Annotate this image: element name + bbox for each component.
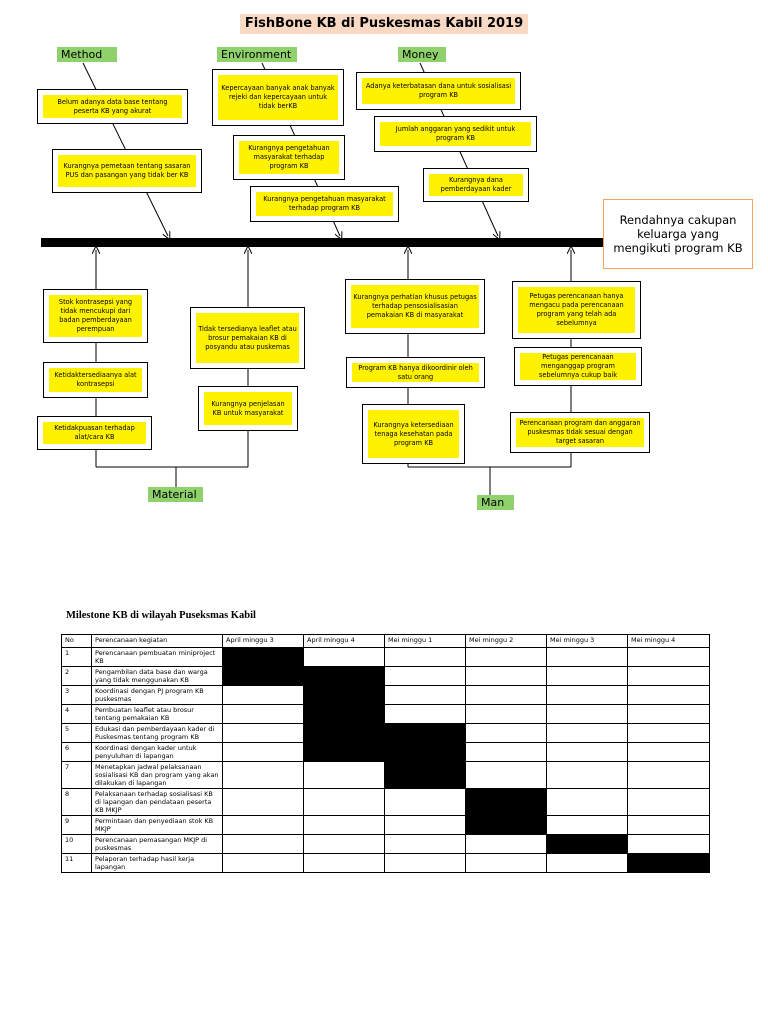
gantt-cell-empty	[385, 854, 466, 873]
gantt-cell-empty	[223, 686, 304, 705]
cause-text: Kepercayaan banyak anak banyak rejeki dan kepercayaan untuk tidak berKB	[218, 75, 338, 120]
cause-box	[250, 186, 399, 222]
cause-text: Belum adanya data base tentang peserta KB yang akurat	[43, 95, 182, 118]
cause-box	[356, 72, 521, 110]
cause-box	[374, 116, 537, 152]
gantt-cell-active	[628, 854, 710, 873]
header-cell: April minggu 3	[223, 635, 304, 648]
gantt-cell-empty	[466, 762, 547, 789]
cause-text: Ketidaktersediaanya alat kontrasepsi	[49, 368, 142, 392]
cause-text: Kurangnya perhatian khusus petugas terhadap pensosialisasian pemakaian KB di masyarakat	[351, 285, 479, 328]
cause-text: Kurangnya dana pemberdayaan kader	[429, 174, 523, 196]
gantt-cell-active	[385, 762, 466, 789]
gantt-cell-empty	[385, 789, 466, 816]
category-environment: Environment	[217, 47, 297, 62]
gantt-cell-empty	[547, 816, 628, 835]
table-row	[62, 648, 710, 667]
table-row	[62, 854, 710, 873]
gantt-cell-empty	[223, 705, 304, 724]
cause-text: Kurangnya pengetahuan masyarakat terhadap program KB	[239, 141, 339, 174]
gantt-cell-empty	[547, 789, 628, 816]
cause-box	[37, 89, 188, 124]
row-number: 5	[62, 724, 92, 743]
row-number: 2	[62, 667, 92, 686]
gantt-cell-empty	[223, 762, 304, 789]
gantt-cell-empty	[547, 667, 628, 686]
gantt-cell-empty	[466, 743, 547, 762]
table-row	[62, 686, 710, 705]
activity-cell: Koordinasi dengan kader untuk penyuluhan di lapangan	[92, 743, 223, 762]
table-row	[62, 789, 710, 816]
header-cell: Mei minggu 4	[628, 635, 710, 648]
activity-cell: Pembuatan leaflet atau brosur tentang pemakaian KB	[92, 705, 223, 724]
table-row	[62, 667, 710, 686]
cause-text: Kurangnya pengetahuan masyarakat terhadap program KB	[256, 192, 393, 216]
cause-box	[362, 404, 465, 464]
table-row	[62, 816, 710, 835]
header-cell: Mei minggu 2	[466, 635, 547, 648]
gantt-cell-active	[304, 743, 385, 762]
gantt-cell-empty	[628, 648, 710, 667]
cause-text: Stok kontrasepsi yang tidak mencukupi dari badan pemberdayaan perempuan	[49, 295, 142, 337]
gantt-cell-empty	[547, 743, 628, 762]
table-row	[62, 762, 710, 789]
gantt-cell-empty	[385, 667, 466, 686]
table-header-row	[62, 635, 710, 648]
cause-text: Petugas perencanaan menganggap program sebelumnya cukup baik	[520, 353, 636, 380]
category-material: Material	[148, 487, 203, 502]
gantt-cell-empty	[628, 705, 710, 724]
gantt-cell-empty	[385, 705, 466, 724]
milestone-table	[61, 634, 710, 873]
activity-cell: Edukasi dan pemberdayaan kader di Puskesmas tentang program KB	[92, 724, 223, 743]
gantt-cell-empty	[628, 667, 710, 686]
gantt-cell-empty	[304, 762, 385, 789]
diagram-title: FishBone KB di Puskesmas Kabil 2019	[240, 14, 528, 34]
cause-box	[423, 168, 529, 202]
cause-text: Kurangnya ketersediaan tenaga kesehatan pada program KB	[368, 410, 459, 458]
gantt-cell-empty	[466, 724, 547, 743]
gantt-cell-empty	[547, 724, 628, 743]
cause-text: Kurangnya pemetaan tentang sasaran PUS dan pasangan yang tidak ber KB	[58, 155, 196, 187]
cause-box	[345, 279, 485, 334]
header-cell: Perencanaan kegiatan	[92, 635, 223, 648]
gantt-cell-empty	[547, 762, 628, 789]
row-number: 8	[62, 789, 92, 816]
gantt-cell-empty	[223, 743, 304, 762]
gantt-cell-active	[304, 667, 385, 686]
category-man: Man	[477, 495, 514, 510]
header-cell: Mei minggu 1	[385, 635, 466, 648]
gantt-cell-active	[223, 648, 304, 667]
row-number: 11	[62, 854, 92, 873]
gantt-cell-empty	[466, 686, 547, 705]
fishbone-spine	[41, 238, 603, 247]
gantt-cell-empty	[466, 854, 547, 873]
gantt-cell-empty	[466, 705, 547, 724]
gantt-cell-empty	[304, 789, 385, 816]
cause-text: Kurangnya penjelasan KB untuk masyarakat	[204, 392, 292, 425]
effect-box: Rendahnya cakupan keluarga yang mengikuti program KB	[603, 199, 753, 269]
cause-text: Adanya keterbatasan dana untuk sosialisasi program KB	[362, 78, 515, 104]
gantt-cell-empty	[628, 835, 710, 854]
header-cell: Mei minggu 3	[547, 635, 628, 648]
row-number: 3	[62, 686, 92, 705]
gantt-cell-active	[547, 835, 628, 854]
gantt-cell-active	[385, 743, 466, 762]
row-number: 6	[62, 743, 92, 762]
gantt-cell-empty	[628, 686, 710, 705]
cause-box	[233, 135, 345, 180]
gantt-cell-empty	[466, 667, 547, 686]
gantt-cell-empty	[547, 705, 628, 724]
header-cell: No	[62, 635, 92, 648]
cause-box	[37, 416, 152, 450]
gantt-cell-empty	[466, 648, 547, 667]
gantt-cell-empty	[304, 816, 385, 835]
gantt-cell-empty	[304, 854, 385, 873]
cause-box	[212, 69, 344, 126]
gantt-cell-active	[304, 686, 385, 705]
gantt-cell-active	[304, 724, 385, 743]
row-number: 7	[62, 762, 92, 789]
gantt-cell-empty	[304, 835, 385, 854]
cause-box	[512, 281, 641, 339]
gantt-cell-active	[223, 667, 304, 686]
gantt-cell-empty	[628, 789, 710, 816]
gantt-cell-empty	[223, 854, 304, 873]
row-number: 9	[62, 816, 92, 835]
gantt-cell-empty	[547, 648, 628, 667]
table-row	[62, 835, 710, 854]
gantt-cell-empty	[385, 648, 466, 667]
header-cell: April minggu 4	[304, 635, 385, 648]
activity-cell: Koordinasi dengan PJ program KB puskesmas	[92, 686, 223, 705]
cause-box	[43, 362, 148, 398]
table-row	[62, 743, 710, 762]
activity-cell: Pengambilan data base dan warga yang tidak menggunakan KB	[92, 667, 223, 686]
gantt-cell-empty	[223, 816, 304, 835]
cause-box	[190, 307, 305, 369]
activity-cell: Perencanaan pembuatan miniproject KB	[92, 648, 223, 667]
gantt-cell-empty	[385, 835, 466, 854]
cause-text: Ketidakpuasan terhadap alat/cara KB	[43, 422, 146, 444]
cause-box	[198, 386, 298, 431]
gantt-cell-active	[385, 724, 466, 743]
activity-cell: Menetapkan jadwal pelaksanaan sosialisasi KB dan program yang akan dilakukan di lapangan	[92, 762, 223, 789]
gantt-cell-empty	[628, 743, 710, 762]
gantt-cell-active	[466, 789, 547, 816]
gantt-cell-active	[466, 816, 547, 835]
cause-box	[43, 289, 148, 343]
row-number: 1	[62, 648, 92, 667]
cause-box	[346, 357, 485, 388]
table-row	[62, 724, 710, 743]
cause-text: Tidak tersedianya leaflet atau brosur pemakaian KB di posyandu atau puskemas	[196, 313, 299, 363]
category-method: Method	[57, 47, 117, 62]
category-money: Money	[398, 47, 446, 62]
gantt-cell-empty	[385, 686, 466, 705]
row-number: 4	[62, 705, 92, 724]
gantt-cell-empty	[466, 835, 547, 854]
gantt-cell-empty	[223, 724, 304, 743]
cause-box	[514, 347, 642, 386]
gantt-cell-empty	[223, 789, 304, 816]
cause-text: Program KB hanya dikoordinir oleh satu orang	[352, 363, 479, 382]
table-row	[62, 705, 710, 724]
gantt-cell-empty	[628, 762, 710, 789]
activity-cell: Permintaan dan penyediaan stok KB MKJP	[92, 816, 223, 835]
gantt-cell-active	[304, 705, 385, 724]
gantt-cell-empty	[547, 854, 628, 873]
cause-text: Petugas perencanaan hanya mengacu pada perencanaan program yang telah ada sebelumnya	[518, 287, 635, 333]
gantt-cell-empty	[385, 816, 466, 835]
activity-cell: Perencanaan pemasangan MKJP di puskesmas	[92, 835, 223, 854]
cause-box	[510, 412, 650, 453]
activity-cell: Pelaksanaan terhadap sosialisasi KB di lapangan dan pendataan peserta KB MKJP	[92, 789, 223, 816]
cause-text: Jumlah anggaran yang sedikit untuk program KB	[380, 122, 531, 146]
row-number: 10	[62, 835, 92, 854]
milestone-title: Milestone KB di wilayah Puseksmas Kabil	[66, 610, 256, 621]
gantt-cell-empty	[304, 648, 385, 667]
gantt-cell-empty	[628, 724, 710, 743]
activity-cell: Pelaporan terhadap hasil kerja lapangan	[92, 854, 223, 873]
cause-text: Perencanaan program dan anggaran puskesmas tidak sesuai dengan target sasaran	[516, 418, 644, 447]
cause-box	[52, 149, 202, 193]
gantt-cell-empty	[628, 816, 710, 835]
gantt-cell-empty	[547, 686, 628, 705]
gantt-cell-empty	[223, 835, 304, 854]
